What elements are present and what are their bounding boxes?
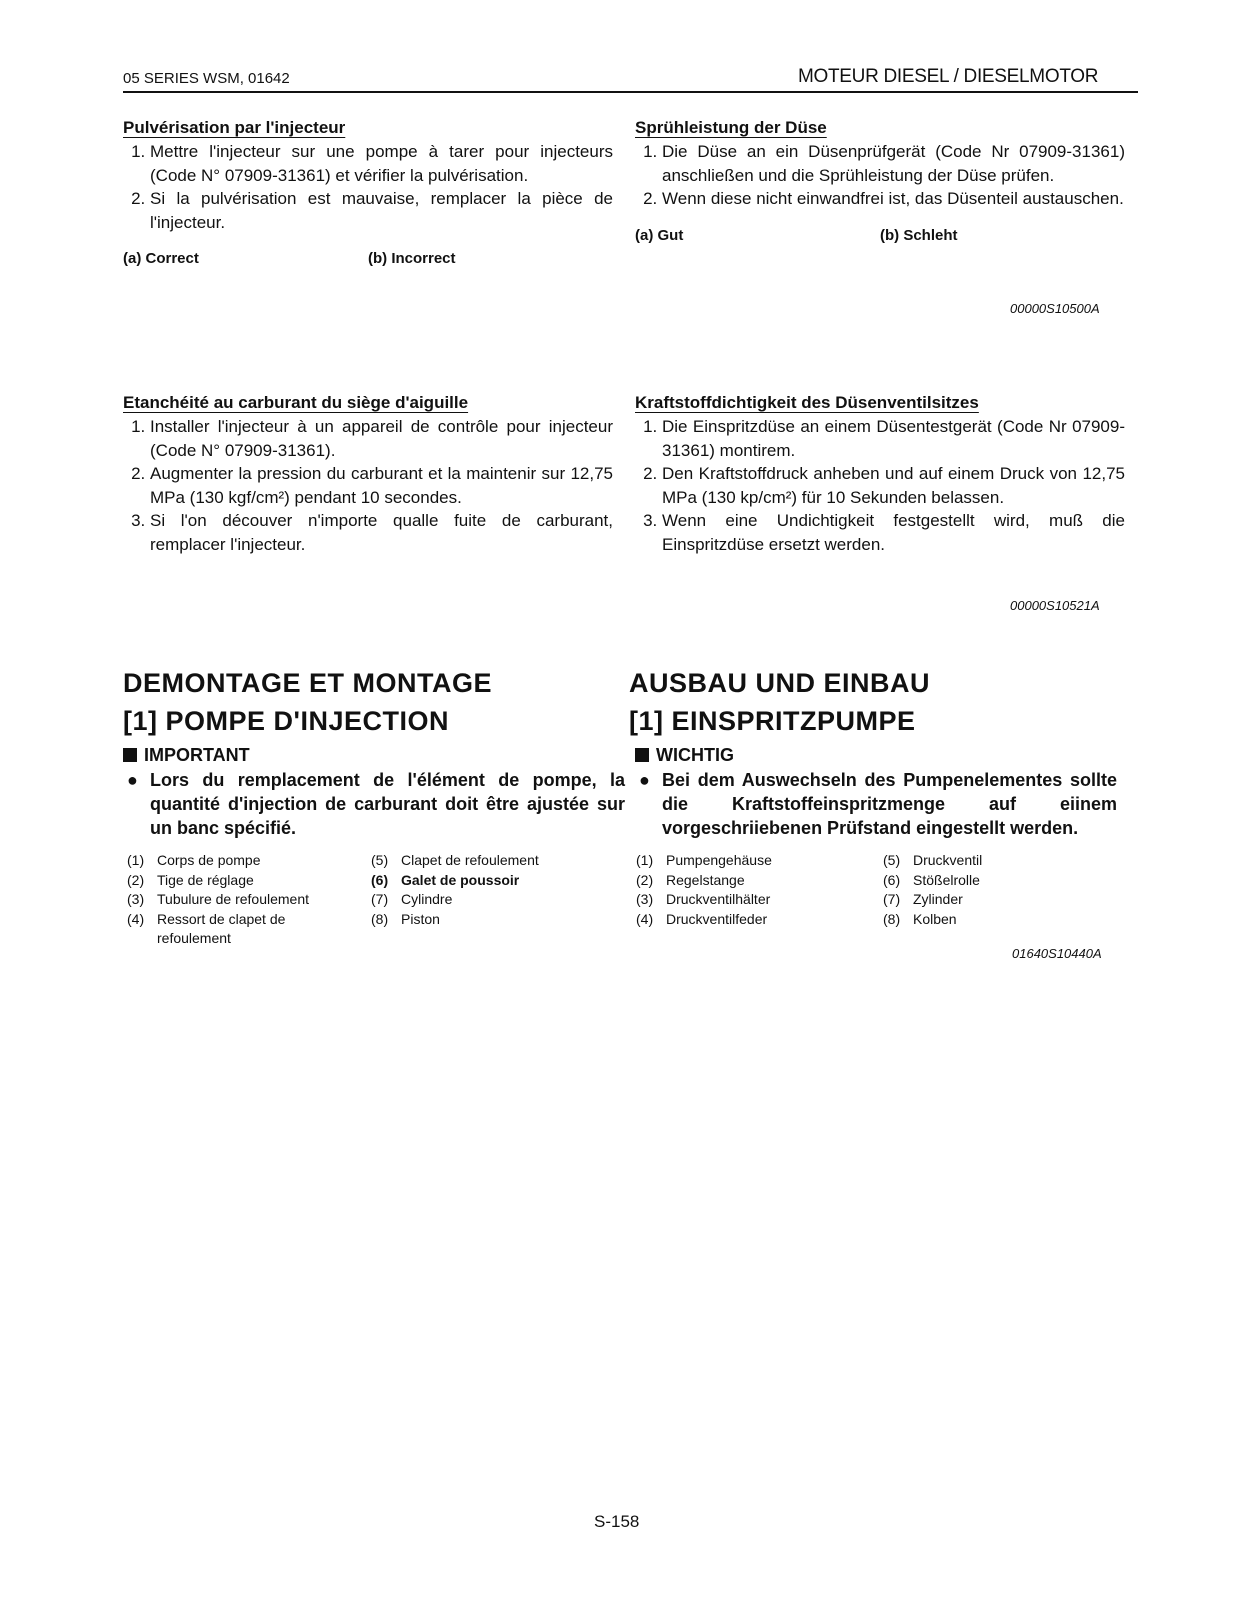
list-item: (3) Druckventilhälter <box>636 891 771 907</box>
step: 3. Si l'on découver n'importe qualle fuite de carburant, remplacer l'injecteur. <box>150 509 613 556</box>
section3-fr-heading1: DEMONTAGE ET MONTAGE <box>123 668 492 698</box>
list-item: (4) Ressort de clapet de refoulement <box>127 910 286 946</box>
bullet-dot-icon: ● <box>639 770 650 790</box>
page-number: S-158 <box>594 1512 640 1531</box>
list-item: (5) Clapet de refoulement <box>371 852 539 868</box>
list-item: (2) Tige de réglage <box>127 871 254 888</box>
section2-fr <box>123 393 613 556</box>
section2-code: 00000S10521A <box>1010 598 1100 613</box>
section1-de-steps <box>635 140 1125 211</box>
step: 2. Si la pulvérisation est mauvaise, remplacer la pièce de l'injecteur. <box>150 187 613 234</box>
header-series-code: 05 SERIES WSM, 01642 <box>123 70 290 87</box>
section1-de-title: Sprühleistung der Düse <box>635 118 827 137</box>
list-item: (7) Zylinder <box>883 891 963 907</box>
list-item: (2) Regelstange <box>636 871 745 888</box>
list-item: (3) Tubulure de refoulement <box>127 891 310 907</box>
section3-fr-heading2: [1] POMPE D'INJECTION <box>123 706 449 736</box>
bullet-dot-icon: ● <box>127 770 138 790</box>
section3-de-bullet <box>635 768 1117 840</box>
step: 2. Den Kraftstoffdruck anheben und auf einem Druck von 12,75 MPa (130 kp/cm²) für 10 Sekunden belassen. <box>662 462 1125 509</box>
step: 2. Wenn diese nicht einwandfrei ist, das Düsenteil austauschen. <box>662 187 1125 211</box>
section3-fr-important <box>123 745 250 766</box>
list-item: (1) Pumpengehäuse <box>636 852 772 868</box>
section3-fr-bullet <box>123 768 625 840</box>
list-item: (6) Galet de poussoir <box>371 871 520 888</box>
section1-de <box>635 118 1125 244</box>
section3-de-important <box>635 745 734 766</box>
section1-de-labels <box>635 227 1125 244</box>
square-bullet-icon <box>635 748 649 762</box>
header-rule <box>123 91 1138 93</box>
step: 1. Die Einspritzdüse an einem Düsentestgerät (Code Nr 07909-31361) montirem. <box>662 415 1125 462</box>
bullet-text: Lors du remplacement de l'élément de pompe, la quantité d'injection de carburant doit être ajustée sur un banc spécifié. <box>150 770 625 838</box>
list-item: (1) Corps de pompe <box>127 852 261 868</box>
section1-fr <box>123 118 613 267</box>
list-item: (4) Druckventilfeder <box>636 910 768 927</box>
section1-code: 00000S10500A <box>1010 301 1100 316</box>
section3-code: 01640S10440A <box>1012 946 1102 961</box>
label-correct: (a) Correct <box>123 250 199 267</box>
list-item: (8) Piston <box>371 910 440 927</box>
list-item: (8) Kolben <box>883 910 957 927</box>
section1-fr-labels <box>123 250 613 267</box>
bullet-text: Bei dem Auswechseln des Pumpenelementes sollte die Kraftstoffeinspritzmenge auf eiinem vorgeschriiebenen Prüfstand eingestellt werden. <box>662 770 1117 838</box>
section2-fr-steps <box>123 415 613 556</box>
section2-fr-title: Etanchéité au carburant du siège d'aiguille <box>123 393 469 412</box>
list-item: (6) Stößelrolle <box>883 871 980 888</box>
step: 1. Installer l'injecteur à un appareil de contrôle pour injecteur (Code N° 07909-31361). <box>150 415 613 462</box>
section3-de-heading1: AUSBAU UND EINBAU <box>629 668 931 698</box>
square-bullet-icon <box>123 748 137 762</box>
section1-fr-title: Pulvérisation par l'injecteur <box>123 118 346 137</box>
step: 2. Augmenter la pression du carburant et la maintenir sur 12,75 MPa (130 kgf/cm²) pendant 10 secondes. <box>150 462 613 509</box>
label-schleht: (b) Schleht <box>880 226 958 244</box>
section3-de-parts-right <box>883 851 1113 929</box>
important-label: IMPORTANT <box>144 745 250 765</box>
section2-de <box>635 393 1125 556</box>
section3-fr-parts-right <box>371 851 601 929</box>
section1-fr-steps <box>123 140 613 234</box>
header-chapter-title: MOTEUR DIESEL / DIESELMOTOR <box>798 66 1099 87</box>
section3-de-parts-left <box>636 851 876 929</box>
section3-de-heading2: [1] EINSPRITZPUMPE <box>629 706 916 736</box>
list-item: (5) Druckventil <box>883 852 983 868</box>
section2-de-steps <box>635 415 1125 556</box>
important-label: WICHTIG <box>656 745 734 765</box>
step: 3. Wenn eine Undichtigkeit festgestellt wird, muß die Einspritzdüse ersetzt werden. <box>662 509 1125 556</box>
section3-fr-parts-left <box>127 851 367 949</box>
label-incorrect: (b) Incorrect <box>368 250 456 267</box>
list-item: (7) Cylindre <box>371 891 453 907</box>
step: 1. Mettre l'injecteur sur une pompe à tarer pour injecteurs (Code N° 07909-31361) et vérifier la pulvérisation. <box>150 140 613 187</box>
step: 1. Die Düse an ein Düsenprüfgerät (Code Nr 07909-31361) anschließen und die Sprühleistung der Düse prüfen. <box>662 140 1125 187</box>
label-gut: (a) Gut <box>635 226 684 244</box>
section2-de-title: Kraftstoffdichtigkeit des Düsenventilsitzes <box>635 393 979 412</box>
